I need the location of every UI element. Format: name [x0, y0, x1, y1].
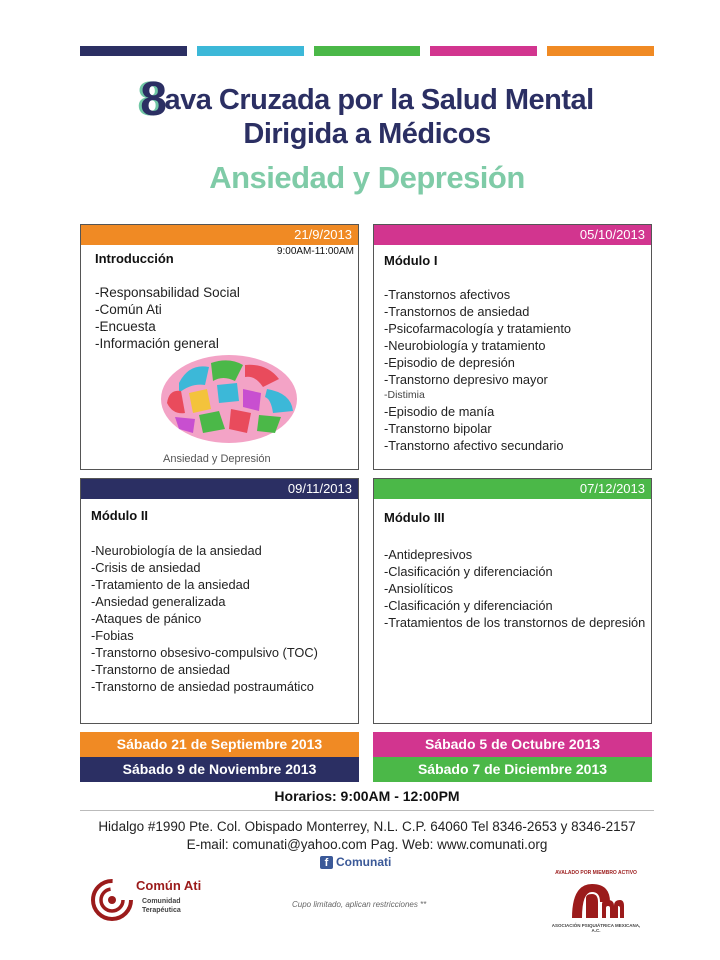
module3-box [373, 478, 652, 724]
list-item: -Psicofarmacología y tratamiento [384, 321, 572, 336]
module3-title: Módulo III [384, 510, 445, 525]
title-number: 8 [140, 73, 167, 126]
list-item: -Información general [95, 336, 219, 351]
list-item: -Común Ati [95, 302, 162, 317]
logo-name: Común Ati [136, 878, 202, 893]
intro-title: Introducción [95, 251, 174, 266]
module1-list [384, 286, 651, 454]
list-item: -Responsabilidad Social [95, 285, 240, 300]
module2-title: Módulo II [91, 508, 149, 523]
list-item: -Crisis de ansiedad [91, 560, 201, 575]
list-item: -Ansiedad generalizada [91, 594, 226, 609]
apm-logo [548, 870, 644, 932]
date-bar-september: Sábado 21 de Septiembre 2013 [80, 732, 359, 757]
date-bar-october: Sábado 5 de Octubre 2013 [373, 732, 652, 757]
list-item: -Clasificación y diferenciación [384, 564, 553, 579]
intro-list [95, 284, 358, 352]
intro-box [80, 224, 359, 470]
list-item: -Distimia [384, 389, 425, 401]
list-item: -Transtorno de ansiedad postraumático [91, 679, 314, 694]
module3-list [384, 546, 651, 631]
brain-caption: Ansiedad y Depresión [163, 453, 271, 465]
title-line1-text: ava Cruzada por la Salud Mental [164, 84, 594, 116]
divider [80, 810, 654, 811]
list-item: -Transtorno afectivo secundario [384, 438, 564, 453]
list-item: -Episodio de depresión [384, 355, 515, 370]
facebook-link[interactable] [320, 855, 391, 869]
stripe-cyan [197, 46, 304, 56]
spiral-icon [90, 878, 134, 922]
list-item: -Episodio de manía [384, 404, 495, 419]
list-item: -Transtorno depresivo mayor [384, 372, 548, 387]
facebook-icon: f [320, 856, 333, 869]
intro-date: 21/9/2013 [81, 225, 358, 245]
module2-list [91, 542, 358, 695]
restrictions-note: Cupo limitado, aplican restricciones ** [292, 900, 427, 909]
stripe-navy [80, 46, 187, 56]
list-item: -Antidepresivos [384, 547, 473, 562]
contact-line[interactable]: E-mail: comunati@yahoo.com Pag. Web: www.comunati.org [186, 837, 548, 852]
list-item: -Encuesta [95, 319, 156, 334]
list-item: -Transtornos afectivos [384, 287, 511, 302]
list-item: -Neurobiología y tratamiento [384, 338, 546, 353]
brain-illustration [159, 353, 299, 448]
module2-box [80, 478, 359, 724]
color-stripes [80, 46, 654, 56]
list-item: -Transtorno obsesivo-compulsivo (TOC) [91, 645, 318, 660]
stripe-orange [547, 46, 654, 56]
list-item: -Clasificación y diferenciación [384, 598, 553, 613]
list-item: -Transtorno bipolar [384, 421, 492, 436]
module1-box [373, 224, 652, 470]
address-line: Hidalgo #1990 Pte. Col. Obispado Monterrey, N.L. C.P. 64060 Tel 8346-2653 y 8346-2157 [98, 819, 636, 834]
logo-sub2: Terapéutica [142, 907, 181, 914]
apm-bottom-text: ASOCIACIÓN PSIQUIÁTRICA MEXICANA, A.C. [551, 923, 641, 933]
list-item: -Neurobiología de la ansiedad [91, 543, 262, 558]
stripe-green [314, 46, 421, 56]
schedule-hours: Horarios: 9:00AM - 12:00PM [274, 788, 460, 804]
list-item: -Tratamientos de los transtornos de depresión [384, 615, 646, 630]
module1-date: 05/10/2013 [374, 225, 651, 245]
intro-time: 9:00AM-11:00AM [276, 246, 354, 257]
module3-date: 07/12/2013 [374, 479, 651, 499]
list-item: -Fobias [91, 628, 134, 643]
apm-emblem-icon [566, 878, 626, 922]
logo-sub1: Comunidad [142, 898, 181, 905]
facebook-name: Comunati [336, 855, 392, 869]
module2-date: 09/11/2013 [81, 479, 358, 499]
list-item: -Tratamiento de la ansiedad [91, 577, 250, 592]
apm-top-text: AVALADO POR MIEMBRO ACTIVO [555, 870, 637, 876]
module1-title: Módulo I [384, 253, 438, 268]
list-item: -Transtornos de ansiedad [384, 304, 530, 319]
date-bar-december: Sábado 7 de Diciembre 2013 [373, 757, 652, 782]
subtitle: Ansiedad y Depresión [209, 160, 525, 195]
address-block [60, 818, 674, 854]
list-item: -Ansiolíticos [384, 581, 453, 596]
date-bar-november: Sábado 9 de Noviembre 2013 [80, 757, 359, 782]
list-item: -Transtorno de ansiedad [91, 662, 230, 677]
title-line2: Dirigida a Médicos [243, 118, 491, 150]
stripe-magenta [430, 46, 537, 56]
comun-ati-logo [90, 876, 250, 926]
list-item: -Ataques de pánico [91, 611, 202, 626]
